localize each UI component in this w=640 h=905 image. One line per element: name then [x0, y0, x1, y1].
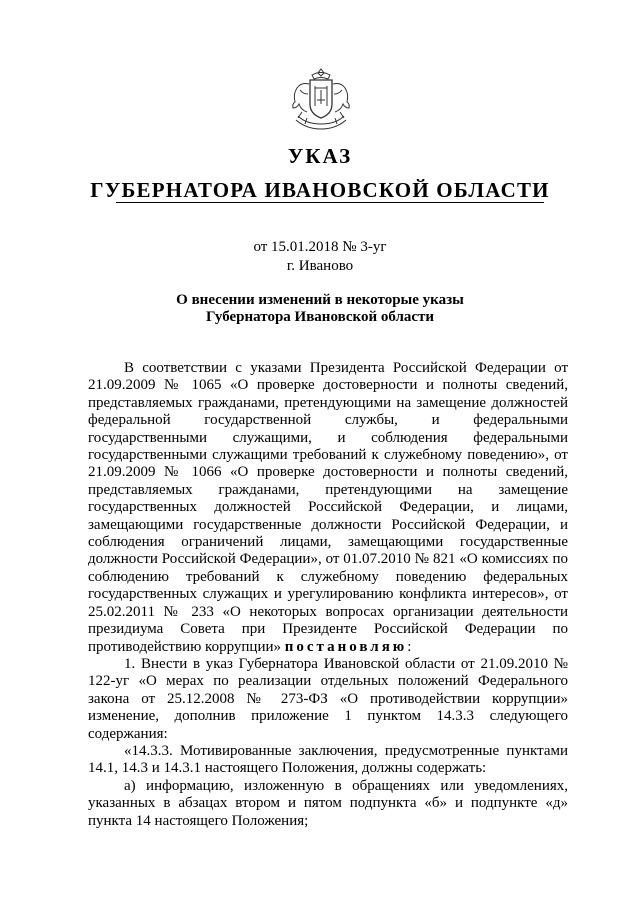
- decree-city: г. Иваново: [286, 258, 354, 274]
- subitem-a-paragraph: а) информацию, изложенную в обращениях или уведомлениях, указанных в абзацах втором и пятом подпункта «б» и подпункте «д» пункта 14 настоящего Положения;: [88, 777, 568, 829]
- title-underline: [116, 202, 544, 203]
- coat-of-arms-icon: [290, 66, 352, 130]
- decree-subject-line1: О внесении изменений в некоторые указы: [176, 292, 464, 308]
- decree-title: УКАЗ: [287, 144, 353, 168]
- decree-keyword: постановляю: [284, 638, 408, 655]
- decree-issuer: ГУБЕРНАТОРА ИВАНОВСКОЙ ОБЛАСТИ: [90, 178, 550, 202]
- preamble-text: В соответствии с указами Президента Российской Федерации от 21.09.2009 № 1065 «О проверке достоверности и полноты сведений, представляемых гражданами, претендующими на замещение должностей федеральной государственной службы, и федеральными государственными служащими, и соблюдения федеральными государственными служащими требований к служебному поведению», от 21.09.2009 № 1066 «О проверке достоверности и полноты сведений, представляемых гражданами, претендующими на замещение государственных должностей Российской Федерации, и лицами, замещающими государственные должности Российской Федерации, и соблюдения ограничений лицами, замещающими государственные должности Российской Федерации», от 01.07.2010 № 821 «О комиссиях по соблюдению требований к служебному поведению федеральных государственных служащих и урегулированию конфликта интересов», от 25.02.2011 № 233 «О некоторых вопросах организации деятельности президиума Совета при Президенте Российской Федерации по противодействию коррупции»: [88, 360, 568, 655]
- decree-body: [88, 360, 568, 830]
- item-14-3-3-paragraph: «14.3.3. Мотивированные заключения, предусмотренные пунктами 14.1, 14.3 и 14.3.1 настоящего Положения, должны содержать:: [88, 742, 568, 777]
- decree-date-number: от 15.01.2018 № 3-уг: [253, 239, 387, 255]
- decree-subject-line2: Губернатора Ивановской области: [205, 309, 435, 325]
- preamble-paragraph: [88, 360, 568, 656]
- item-1-paragraph: 1. Внести в указ Губернатора Ивановской области от 21.09.2010 № 122-уг «О мерах по реализации отдельных положений Федерального закона от 25.12.2008 № 273-ФЗ «О противодействии коррупции» изменение, дополнив приложение 1 пунктом 14.3.3 следующего содержания:: [88, 655, 568, 742]
- decree-keyword-colon: :: [407, 638, 412, 655]
